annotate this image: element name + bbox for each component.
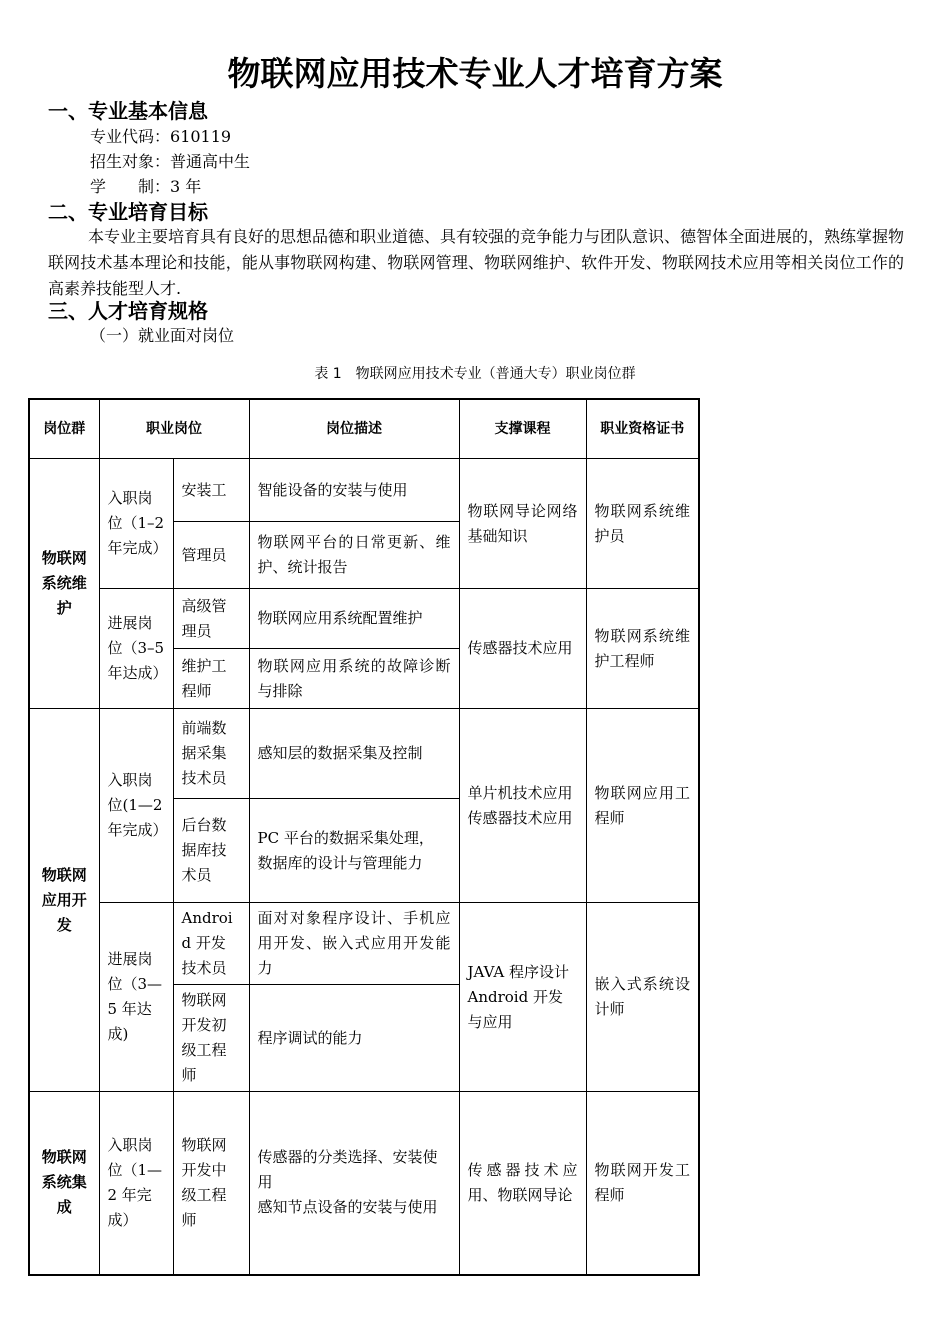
header-job-position: 职业岗位 bbox=[99, 399, 249, 459]
description-cell: 面对对象程序设计、手机应用开发、嵌入式应用开发能力 bbox=[249, 903, 459, 985]
header-position-description: 岗位描述 bbox=[249, 399, 459, 459]
certificate-cell: 嵌入式系统设计师 bbox=[586, 903, 699, 1092]
description-line: PC 平台的数据采集处理， bbox=[257, 828, 434, 847]
description-cell: 物联网平台的日常更新、维护、统计报告 bbox=[249, 522, 459, 589]
stage-advance: 进展岗位（3–5 年达成） bbox=[99, 589, 173, 709]
post-cell: 管理员 bbox=[173, 522, 249, 589]
group-application-development: 物联网应用开发 bbox=[29, 709, 99, 1092]
major-code-value: 610119 bbox=[170, 127, 232, 146]
enrollment-target-value: 普通高中生 bbox=[170, 152, 251, 171]
course-cell: 传感器技术应用、物联网导论 bbox=[459, 1092, 586, 1275]
description-line: 感知节点设备的安装与使用 bbox=[257, 1198, 438, 1217]
header-position-group: 岗位群 bbox=[29, 399, 99, 459]
study-length-value: 3 年 bbox=[170, 177, 202, 196]
job-positions-table bbox=[28, 398, 700, 1276]
table-row bbox=[29, 709, 699, 799]
description-cell: 物联网应用系统的故障诊断与排除 bbox=[249, 649, 459, 709]
group-system-integration: 物联网系统集成 bbox=[29, 1092, 99, 1275]
header-supporting-courses: 支撑课程 bbox=[459, 399, 586, 459]
post-cell: 物联网开发初级工程师 bbox=[173, 985, 249, 1092]
major-code-line bbox=[90, 125, 231, 149]
certificate-cell: 物联网开发工程师 bbox=[586, 1092, 699, 1275]
table-row bbox=[29, 1092, 699, 1275]
training-goal-paragraph: 本专业主要培育具有良好的思想品德和职业道德、具有较强的竞争能力与团队意识、德智体全面进展的，熟练掌握物联网技术基本理论和技能，能从事物联网构建、物联网管理、物联网维护、软件开发、物联网技术应用等相关岗位工作的高素养技能型人才. bbox=[48, 227, 905, 298]
description-line: 传感器的分类选择、安装使用 bbox=[257, 1148, 438, 1192]
course-cell: 传感器技术应用 bbox=[459, 589, 586, 709]
table-header-row bbox=[29, 399, 699, 459]
certificate-cell: 物联网系统维护员 bbox=[586, 459, 699, 589]
study-length-line bbox=[90, 175, 201, 199]
course-line: JAVA 程序设计 bbox=[467, 962, 570, 981]
description-cell: 感知层的数据采集及控制 bbox=[249, 709, 459, 799]
post-cell: 安装工 bbox=[173, 459, 249, 522]
post-cell: 前端数据采集技术员 bbox=[173, 709, 249, 799]
table-row bbox=[29, 459, 699, 522]
enrollment-target-label: 招生对象： bbox=[90, 152, 171, 171]
post-cell: 高级管理员 bbox=[173, 589, 249, 649]
section-2-heading: 二、专业培育目标 bbox=[48, 200, 208, 224]
section-3-heading: 三、人才培育规格 bbox=[48, 299, 208, 323]
course-cell: 物联网导论网络基础知识 bbox=[459, 459, 586, 589]
course-cell bbox=[459, 903, 586, 1092]
certificate-cell: 物联网系统维护工程师 bbox=[586, 589, 699, 709]
description-cell: 智能设备的安装与使用 bbox=[249, 459, 459, 522]
certificate-cell: 物联网应用工程师 bbox=[586, 709, 699, 903]
stage-entry: 入职岗位（1–2 年完成） bbox=[99, 459, 173, 589]
description-cell: 程序调试的能力 bbox=[249, 985, 459, 1092]
header-qualification-certificate: 职业资格证书 bbox=[586, 399, 699, 459]
group-system-maintenance: 物联网系统维护 bbox=[29, 459, 99, 709]
document-title: 物联网应用技术专业人才培育方案 bbox=[227, 54, 723, 93]
course-line: Android 开发与应用 bbox=[467, 987, 563, 1031]
course-cell bbox=[459, 709, 586, 903]
major-code-label: 专业代码： bbox=[90, 127, 171, 146]
post-cell: 维护工程师 bbox=[173, 649, 249, 709]
post-cell: 后台数据库技术员 bbox=[173, 799, 249, 903]
subsection-1-heading: （一）就业面对岗位 bbox=[90, 326, 235, 345]
description-line: 数据库的设计与管理能力 bbox=[257, 853, 423, 872]
table-row bbox=[29, 589, 699, 649]
section-1-heading: 一、专业基本信息 bbox=[48, 99, 208, 123]
post-cell: Android 开发技术员 bbox=[173, 903, 249, 985]
table-caption: 表 1 物联网应用技术专业（普通大专）职业岗位群 bbox=[314, 366, 636, 382]
course-line: 单片机技术应用 bbox=[467, 783, 573, 802]
stage-advance: 进展岗位（3—5 年达成) bbox=[99, 903, 173, 1092]
enrollment-target-line bbox=[90, 150, 250, 174]
post-cell: 物联网开发中级工程师 bbox=[173, 1092, 249, 1275]
description-cell: 物联网应用系统配置维护 bbox=[249, 589, 459, 649]
table-row bbox=[29, 903, 699, 985]
course-line: 传感器技术应用 bbox=[467, 808, 573, 827]
description-cell bbox=[249, 799, 459, 903]
stage-entry: 入职岗位（1—2 年完成） bbox=[99, 1092, 173, 1275]
description-cell bbox=[249, 1092, 459, 1275]
stage-entry: 入职岗位(1—2 年完成） bbox=[99, 709, 173, 903]
study-length-label: 学 制： bbox=[90, 177, 171, 196]
